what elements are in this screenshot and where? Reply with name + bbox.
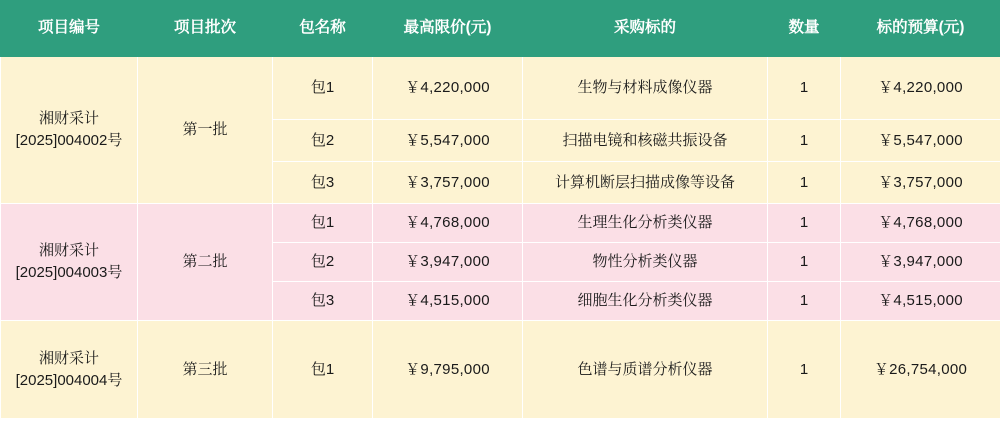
cell-budget: ￥3,757,000 <box>841 162 1000 204</box>
table-row <box>1 321 1000 419</box>
cell-package: 包2 <box>273 243 373 282</box>
cell-quantity: 1 <box>768 243 841 282</box>
cell-subject: 扫描电镜和核磁共振设备 <box>523 120 768 162</box>
cell-batch: 第二批 <box>138 204 273 321</box>
cell-subject: 计算机断层扫描成像等设备 <box>523 162 768 204</box>
cell-project-id: 湘财采计[2025]004004号 <box>1 321 138 419</box>
column-header-budget: 标的预算(元) <box>841 1 1000 57</box>
column-header-batch: 项目批次 <box>138 1 273 57</box>
cell-package: 包3 <box>273 162 373 204</box>
cell-package: 包1 <box>273 204 373 243</box>
table-row <box>1 204 1000 243</box>
cell-max-price: ￥9,795,000 <box>373 321 523 419</box>
cell-max-price: ￥4,515,000 <box>373 282 523 321</box>
table-row <box>1 57 1000 120</box>
cell-package: 包2 <box>273 120 373 162</box>
cell-project-id: 湘财采计[2025]004003号 <box>1 204 138 321</box>
cell-subject: 细胞生化分析类仪器 <box>523 282 768 321</box>
column-header-project-id: 项目编号 <box>1 1 138 57</box>
column-header-package: 包名称 <box>273 1 373 57</box>
cell-budget: ￥4,515,000 <box>841 282 1000 321</box>
table-body <box>1 57 1000 419</box>
cell-project-id: 湘财采计[2025]004002号 <box>1 57 138 204</box>
table-header-row <box>1 1 1000 57</box>
cell-quantity: 1 <box>768 162 841 204</box>
cell-max-price: ￥5,547,000 <box>373 120 523 162</box>
cell-budget: ￥5,547,000 <box>841 120 1000 162</box>
cell-quantity: 1 <box>768 120 841 162</box>
table-header <box>1 1 1000 57</box>
cell-subject: 色谱与质谱分析仪器 <box>523 321 768 419</box>
column-header-quantity: 数量 <box>768 1 841 57</box>
cell-subject: 物性分析类仪器 <box>523 243 768 282</box>
cell-subject: 生物与材料成像仪器 <box>523 57 768 120</box>
cell-max-price: ￥4,220,000 <box>373 57 523 120</box>
cell-batch: 第三批 <box>138 321 273 419</box>
cell-max-price: ￥3,757,000 <box>373 162 523 204</box>
cell-package: 包1 <box>273 321 373 419</box>
column-header-max-price: 最高限价(元) <box>373 1 523 57</box>
cell-quantity: 1 <box>768 282 841 321</box>
cell-budget: ￥4,220,000 <box>841 57 1000 120</box>
cell-package: 包3 <box>273 282 373 321</box>
cell-quantity: 1 <box>768 57 841 120</box>
cell-subject: 生理生化分析类仪器 <box>523 204 768 243</box>
cell-max-price: ￥3,947,000 <box>373 243 523 282</box>
column-header-subject: 采购标的 <box>523 1 768 57</box>
cell-quantity: 1 <box>768 204 841 243</box>
cell-budget: ￥4,768,000 <box>841 204 1000 243</box>
cell-quantity: 1 <box>768 321 841 419</box>
cell-batch: 第一批 <box>138 57 273 204</box>
cell-budget: ￥26,754,000 <box>841 321 1000 419</box>
cell-budget: ￥3,947,000 <box>841 243 1000 282</box>
cell-max-price: ￥4,768,000 <box>373 204 523 243</box>
cell-package: 包1 <box>273 57 373 120</box>
